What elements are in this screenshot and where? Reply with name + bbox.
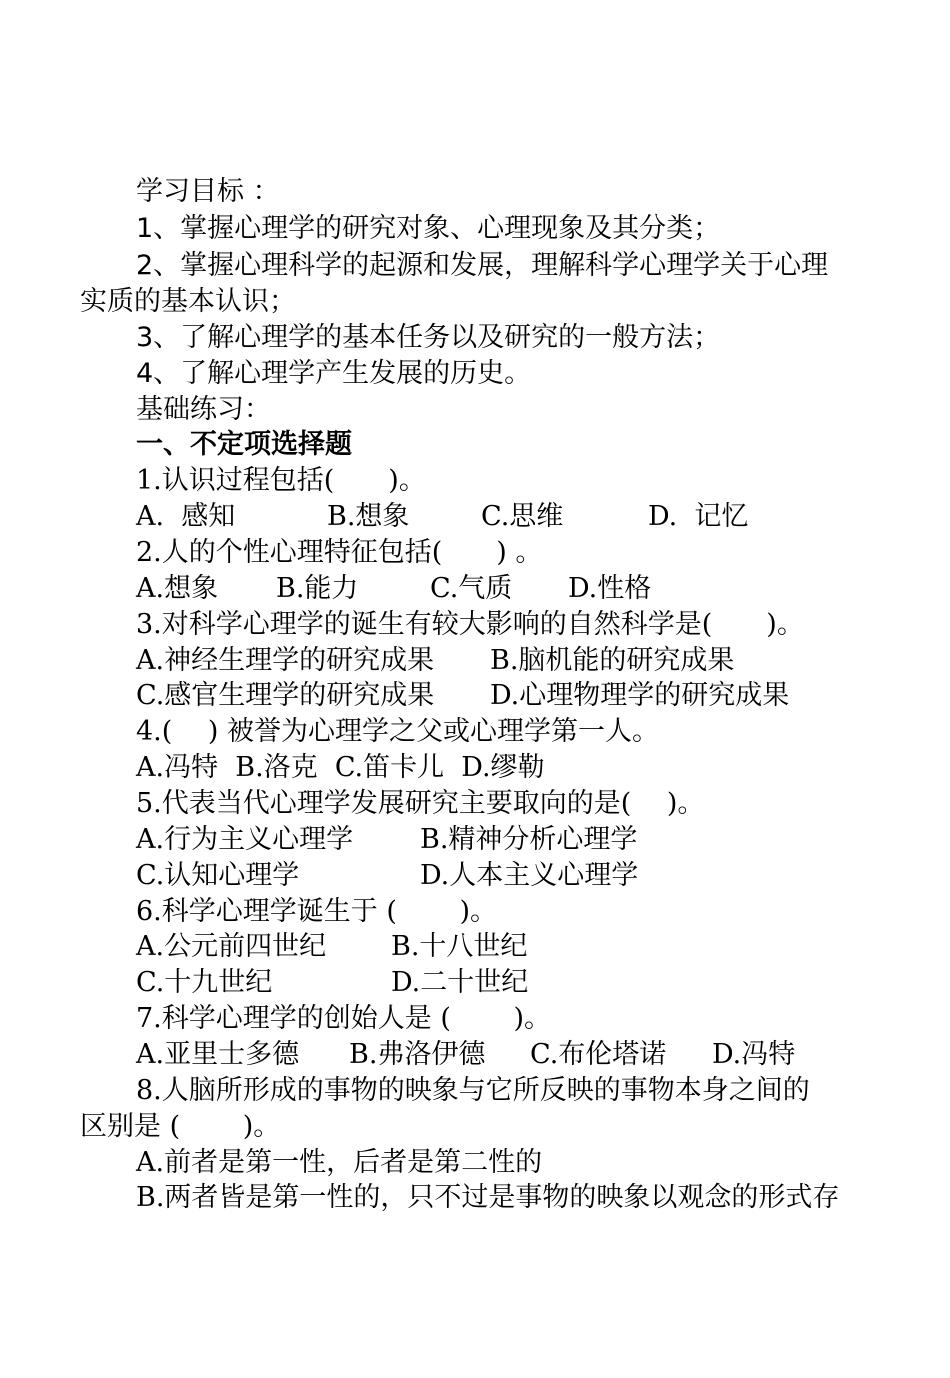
practice-heading: 基础练习： <box>136 394 271 425</box>
question-3-stem: 3.对科学心理学的诞生有较大影响的自然科学是( )。 <box>136 609 804 640</box>
question-4-stem: 4.( ) 被誉为心理学之父或心理学第一人。 <box>136 716 659 747</box>
question-1-option-d: D. 记忆 <box>648 501 749 532</box>
question-6-option-b: B.十八世纪 <box>391 931 528 962</box>
question-1-option-c: C.思维 <box>481 501 564 532</box>
question-8-option-a: A.前者是第一性，后者是第二性的 <box>136 1147 543 1178</box>
question-6-option-a: A.公元前四世纪 <box>136 931 327 962</box>
question-3-option-c: C.感官生理学的研究成果 <box>136 680 435 711</box>
question-1-option-b: B.想象 <box>327 501 410 532</box>
question-5-option-b: B.精神分析心理学 <box>420 824 638 855</box>
question-4-options: A.冯特 B.洛克 C.笛卡儿 D.缪勒 <box>136 752 545 783</box>
question-5-option-a: A.行为主义心理学 <box>136 824 354 855</box>
question-1-option-a: A. 感知 <box>136 501 236 532</box>
objective-item-2-continued: 实质的基本认识； <box>80 286 296 317</box>
question-2-stem: 2.人的个性心理特征包括( ) 。 <box>136 537 543 568</box>
question-3-option-a: A.神经生理学的研究成果 <box>136 645 435 676</box>
question-7-stem: 7.科学心理学的创始人是 ( )。 <box>136 1003 551 1034</box>
objectives-heading: 学习目标 ： <box>136 176 280 207</box>
objective-item-3: 3、了解心理学的基本任务以及研究的一般方法； <box>136 322 721 353</box>
question-7-option-d: D.冯特 <box>712 1039 796 1070</box>
question-6-option-c: C.十九世纪 <box>136 967 273 998</box>
question-3-option-b: B.脑机能的研究成果 <box>490 645 735 676</box>
question-7-option-b: B.弗洛伊德 <box>349 1039 486 1070</box>
objective-item-4: 4、了解心理学产生发展的历史。 <box>136 358 532 389</box>
question-5-option-c: C.认知心理学 <box>136 860 300 891</box>
section-title: 一、不定项选择题 <box>136 429 352 460</box>
question-3-option-d: D.心理物理学的研究成果 <box>490 680 790 711</box>
question-6-option-d: D.二十世纪 <box>391 967 529 998</box>
question-2-option-c: C.气质 <box>430 573 513 604</box>
objective-item-2: 2、掌握心理科学的起源和发展，理解科学心理学关于心理 <box>136 250 829 281</box>
question-6-stem: 6.科学心理学诞生于 ( )。 <box>136 896 497 927</box>
question-7-option-c: C.布伦塔诺 <box>530 1039 667 1070</box>
question-8-stem-line1: 8.人脑所形成的事物的映象与它所反映的事物本身之间的 <box>136 1075 810 1106</box>
question-2-option-d: D.性格 <box>568 573 652 604</box>
objective-item-1: 1、掌握心理学的研究对象、心理现象及其分类； <box>136 213 721 244</box>
question-2-option-b: B.能力 <box>276 573 359 604</box>
question-8-option-b: B.两者皆是第一性的，只不过是事物的映象以观念的形式存 <box>136 1182 840 1213</box>
question-8-stem-line2: 区别是 ( )。 <box>80 1111 281 1142</box>
question-2-option-a: A.想象 <box>136 573 219 604</box>
question-5-stem: 5.代表当代心理学发展研究主要取向的是( )。 <box>136 788 705 819</box>
question-1-stem: 1.认识过程包括( )。 <box>136 465 426 496</box>
question-7-option-a: A.亚里士多德 <box>136 1039 300 1070</box>
question-5-option-d: D.人本主义心理学 <box>420 860 639 891</box>
